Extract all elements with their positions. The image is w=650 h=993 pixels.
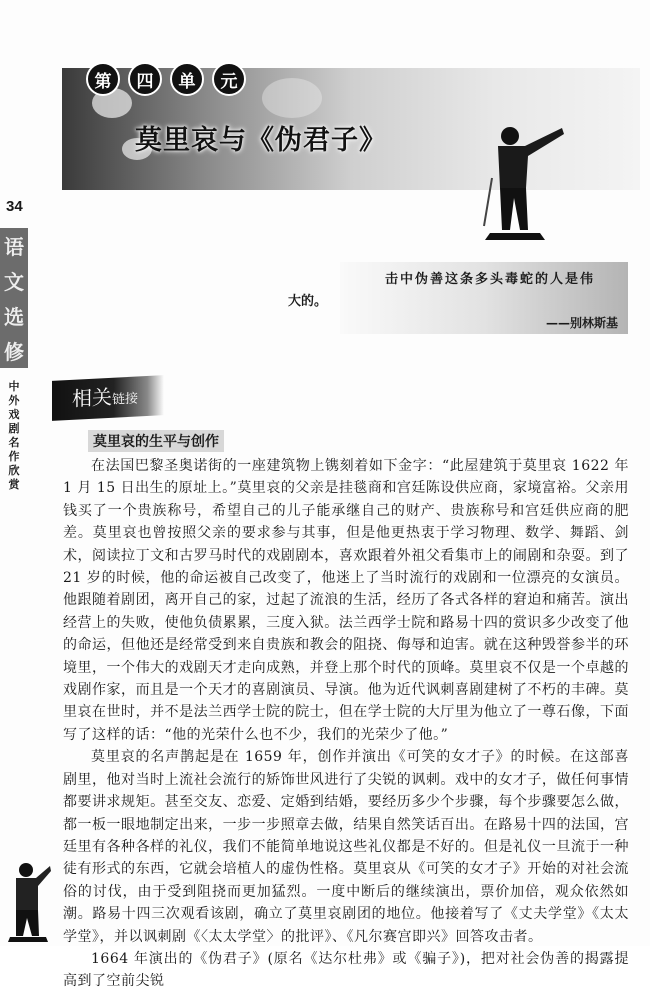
section-subheading: 莫里哀的生平与创作 <box>88 430 224 452</box>
series-char: 文 <box>4 270 24 294</box>
related-label-sub: 链接 <box>112 391 139 408</box>
book-title-vertical: 中外戏剧名作欣赏 <box>8 380 20 491</box>
series-char: 修 <box>4 340 24 364</box>
page-title: 莫里哀与《伪君子》 <box>135 125 387 156</box>
unit-char: 单 <box>170 62 204 96</box>
series-char: 选 <box>4 305 24 329</box>
unit-char: 四 <box>128 62 162 96</box>
paragraph: 在法国巴黎圣奥诺街的一座建筑物上镌刻着如下金字：“此屋建筑于莫里哀 1622 年 1 月 15 日出生的原址上。”莫里哀的父亲是挂毯商和宫廷陈设供应商，家境富裕。父亲用钱买了一个贵族称号，希望自己的儿子能承继自己的财产、贵族称号和宫廷供应商的肥差。莫里哀也曾按照父亲的要求参与其事，但是他更热衷于学习物理、数学、舞蹈、剑术，阅读拉丁文和古罗马时代的戏剧剧本，喜欢跟着外祖父看集市上的闹剧和杂耍。到了 21 岁的时候，他的命运被自己改变了，他迷上了当时流行的戏剧和一位漂亮的女演员。他跟随着剧团，离开自己的家，过起了流浪的生活，经历了各式各样的窘迫和痛苦。演出经营上的失败，使他负债累累，三度入狱。法兰西学士院和路易十四的赏识多少改变了他的命运，但他还是经常受到来自贵族和教会的阻挠、侮辱和迫害。就在这种毁誉参半的环境里，一个伟大的戏剧天才走向成熟，并登上那个时代的顶峰。莫里哀不仅是一个卓越的戏剧作家，而且是一个天才的喜剧演员、导演。他为近代讽刺喜剧建树了不朽的丰碑。莫里哀在世时，并不是法兰西学士院的院士，但在学士院的大厅里为他立了一尊石像，下面写了这样的话：“他的光荣什么也不少，我们的光荣少了他。” <box>63 458 629 743</box>
epigraph-line: 大的。 <box>288 294 328 309</box>
series-tab <box>0 228 28 368</box>
epigraph-attribution: ——别林斯基 <box>545 316 618 330</box>
flower-decoration <box>262 78 322 118</box>
page-number: 34 <box>6 198 23 215</box>
paragraph: 1664 年演出的《伪君子》(原名《达尔杜弗》或《骗子》)，把对社会伪善的揭露提高到了空前尖锐 <box>63 950 629 990</box>
unit-char: 元 <box>212 62 246 96</box>
unit-char: 第 <box>86 62 120 96</box>
paragraph: 莫里哀的名声鹊起是在 1659 年，创作并演出《可笑的女才子》的时候。在这部喜剧里，他对当时上流社会流行的矫饰世风进行了尖锐的讽刺。戏中的女才子，做任何事情都要讲求规矩。甚至交友、恋爱、定婚到结婚，要经历多少个步骤，每个步骤要怎么做，都一板一眼地制定出来，一步一步照章去做，结果自然笑话百出。在路易十四的法国，宫廷里有各种各样的礼仪，我们不能简单地说这些礼仪都是不好的。但是礼仪一旦流于一种徒有形式的东西，它就会培植人的虚伪性格。莫里哀从《可笑的女才子》开始的对社会流俗的讨伐，由于受到阻挠而更加猛烈。一度中断后的继续演出，票价加倍，观众依然如潮。路易十四三次观看该剧，确立了莫里哀剧团的地位。他接着写了《丈夫学堂》《太太学堂》，并以讽刺剧《〈太太学堂〉的批评》、《凡尔赛宫即兴》回答攻击者。 <box>63 749 629 945</box>
unit-label <box>86 62 246 96</box>
moliere-small-figure-icon <box>4 858 52 942</box>
epigraph-line: 击中伪善这条多头毒蛇的人是伟 <box>385 272 596 287</box>
body-text <box>63 455 629 993</box>
epigraph-box <box>288 262 628 334</box>
related-links-banner <box>52 375 164 421</box>
series-char: 语 <box>4 235 24 259</box>
moliere-figure-illustration <box>470 118 570 243</box>
related-label-main: 相关 <box>72 384 112 411</box>
